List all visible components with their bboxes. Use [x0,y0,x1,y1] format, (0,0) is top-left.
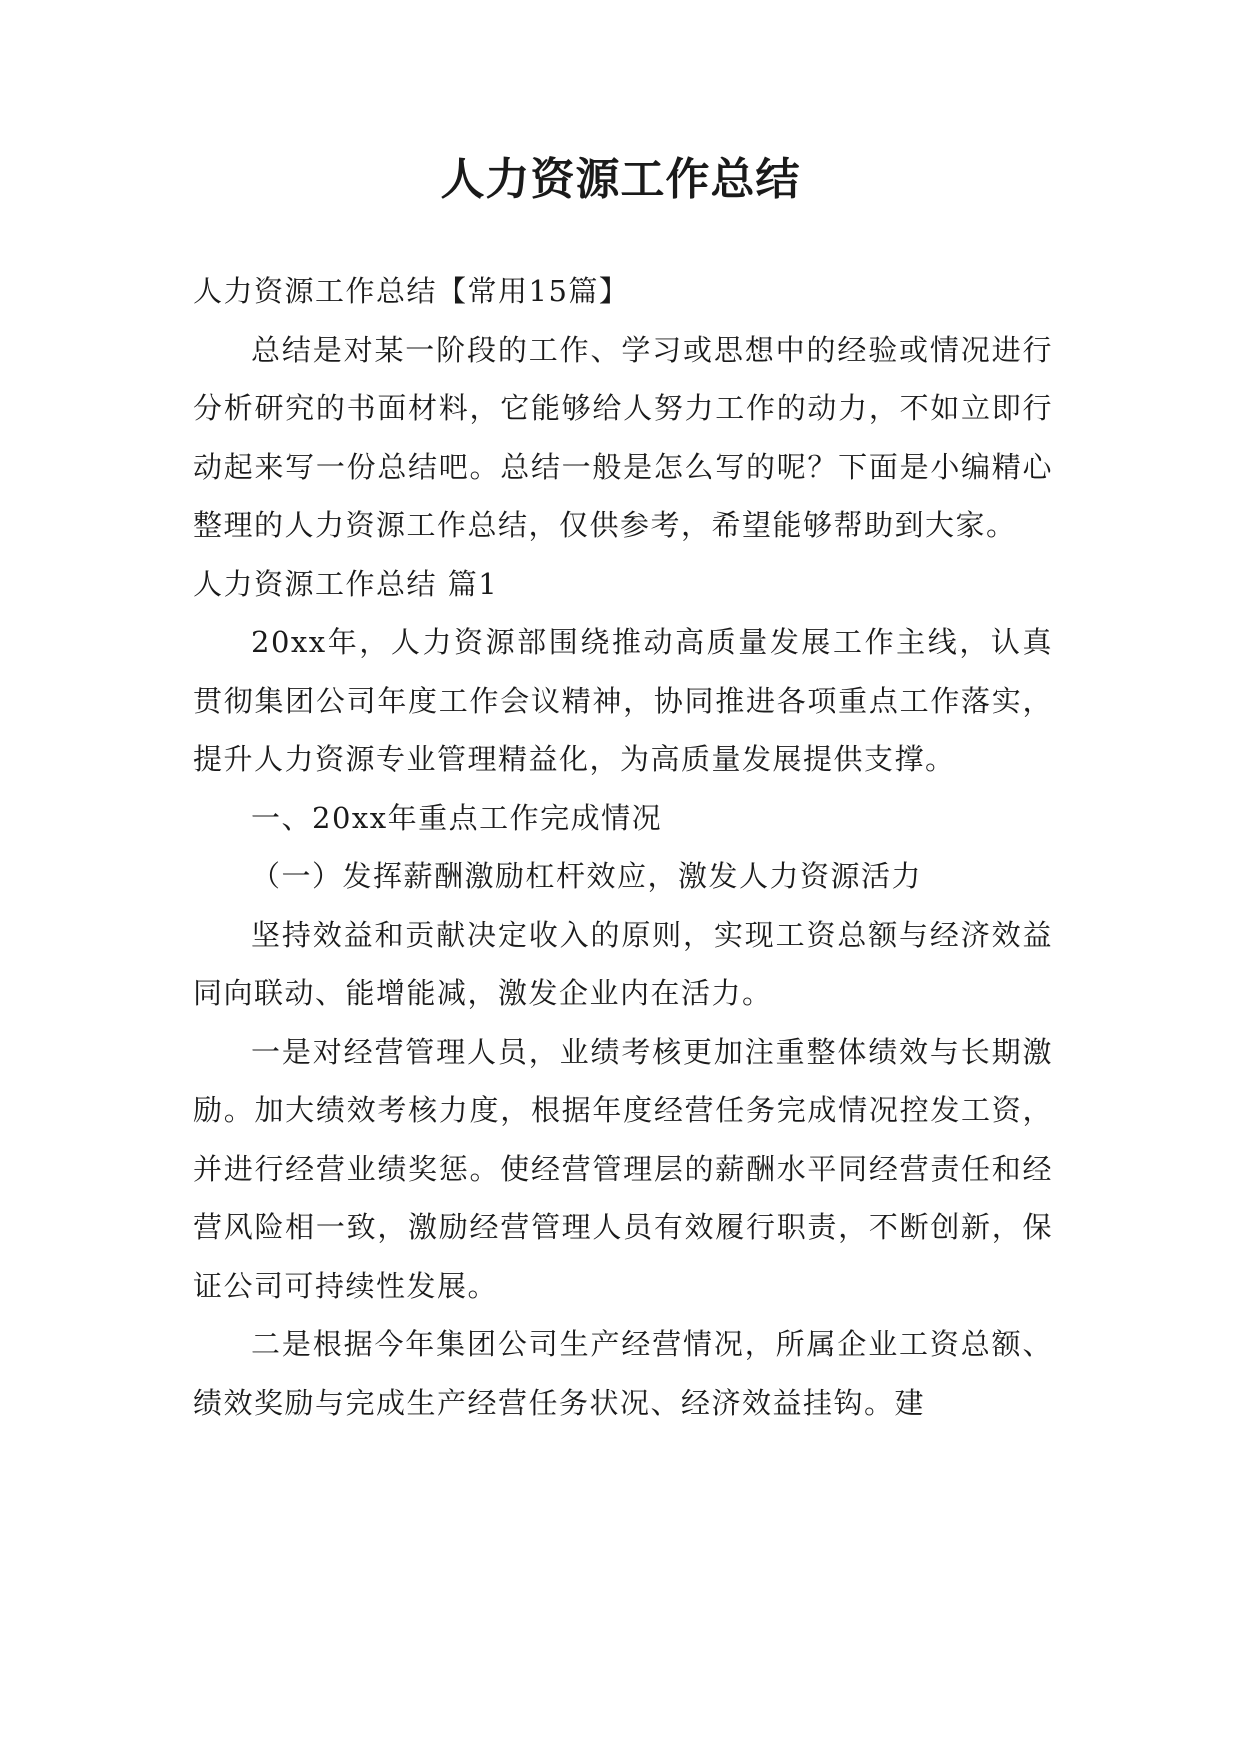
subtitle-line: 人力资源工作总结【常用15篇】 [193,274,630,308]
body-paragraph: 坚持效益和贡献决定收入的原则，实现工资总额与经济效益同向联动、能增能减，激发企业内在活力。 [193,917,1053,1010]
document-title: 人力资源工作总结 [440,154,801,205]
subheading: （一）发挥薪酬激励杠杆效应，激发人力资源活力 [251,859,923,893]
subheading: 一、20xx年重点工作完成情况 [251,800,663,835]
body-paragraph: 20xx年，人力资源部围绕推动高质量发展工作主线，认真贯彻集团公司年度工作会议精神，协同推进各项重点工作落实，提升人力资源专业管理精益化，为高质量发展提供支撑。 [193,625,1053,776]
body-paragraph: 二是根据今年集团公司生产经营情况，所属企业工资总额、绩效奖励与完成生产经营任务状况、经济效益挂钩。建 [193,1327,1053,1420]
intro-paragraph: 总结是对某一阶段的工作、学习或思想中的经验或情况进行分析研究的书面材料，它能够给人努力工作的动力，不如立即行动起来写一份总结吧。总结一般是怎么写的呢？下面是小编精心整理的人力资源工作总结，仅供参考，希望能够帮助到大家。 [193,332,1053,542]
document-body [193,262,1053,1432]
section-heading-part1: 人力资源工作总结 篇1 [193,566,499,601]
body-paragraph: 一是对经营管理人员，业绩考核更加注重整体绩效与长期激励。加大绩效考核力度，根据年度经营任务完成情况控发工资，并进行经营业绩奖惩。使经营管理层的薪酬水平同经营责任和经营风险相一致，激励经营管理人员有效履行职责，不断创新，保证公司可持续性发展。 [193,1034,1053,1303]
